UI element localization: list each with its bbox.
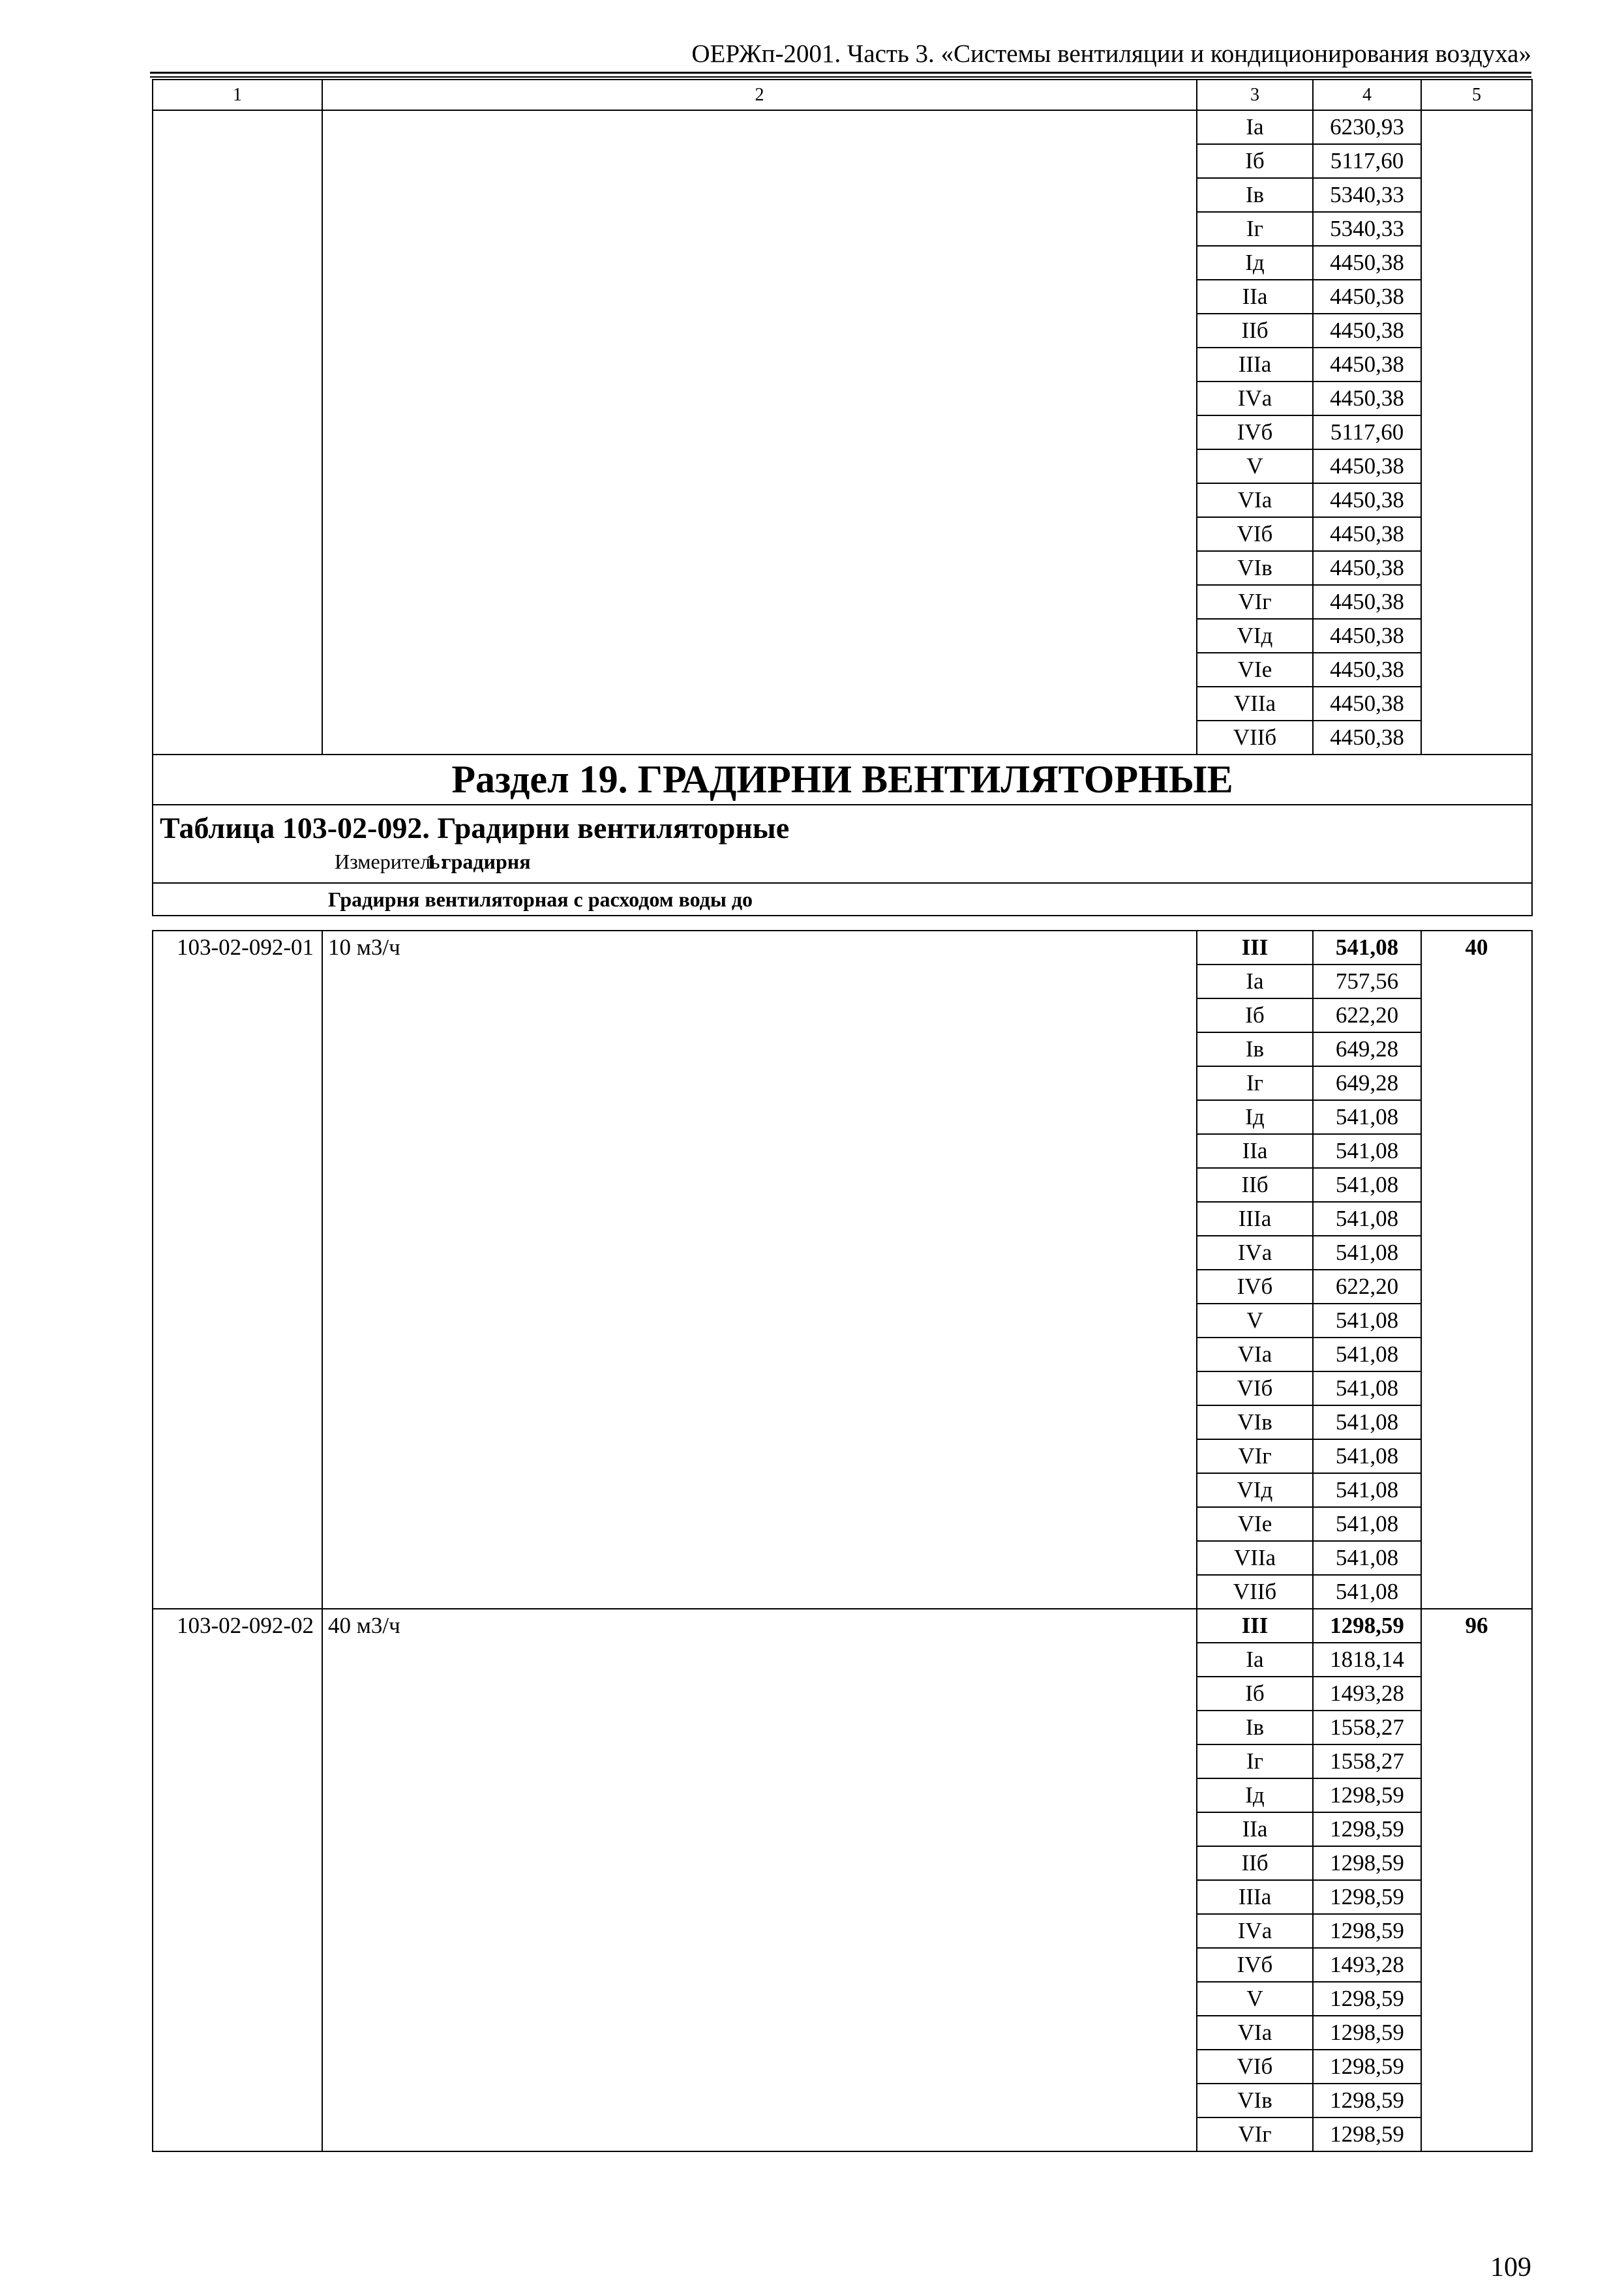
class-cell: IIIа <box>1197 348 1313 382</box>
class-cell: Iг <box>1197 212 1313 246</box>
price-cell: 1298,59 <box>1313 1846 1421 1880</box>
class-cell: VIв <box>1197 551 1313 585</box>
price-table-top <box>152 79 1533 916</box>
column-number: 5 <box>1421 80 1532 110</box>
class-cell: IVа <box>1197 382 1313 415</box>
price-cell: 622,20 <box>1313 998 1421 1032</box>
column-number-row <box>153 80 1532 110</box>
price-cell: 1298,59 <box>1313 1880 1421 1914</box>
class-cell: Iд <box>1197 246 1313 280</box>
class-cell: Iа <box>1197 110 1313 144</box>
group-header: Градирня вентиляторная с расходом воды до <box>153 883 1532 916</box>
price-cell: 4450,38 <box>1313 619 1421 653</box>
price-cell: 1298,59 <box>1313 2084 1421 2117</box>
class-cell: IIб <box>1197 314 1313 348</box>
price-cell: 541,08 <box>1313 1202 1421 1236</box>
price-cell: 757,56 <box>1313 965 1421 998</box>
entry-norm: 96 <box>1421 1609 1532 2151</box>
page-number: 109 <box>1490 2252 1531 2282</box>
price-cell: 4450,38 <box>1313 687 1421 721</box>
price-cell: 4450,38 <box>1313 382 1421 415</box>
price-cell: 1298,59 <box>1313 1982 1421 2016</box>
class-cell: Iд <box>1197 1100 1313 1134</box>
entry-description: 10 м3/ч <box>322 931 1197 1609</box>
entry-description: 40 м3/ч <box>322 1609 1197 2151</box>
price-cell: 6230,93 <box>1313 110 1421 144</box>
price-cell: 541,08 <box>1313 1507 1421 1541</box>
class-cell: VIб <box>1197 517 1313 551</box>
price-cell: 541,08 <box>1313 1168 1421 1202</box>
price-cell: 541,08 <box>1313 1134 1421 1168</box>
price-cell: 4450,38 <box>1313 585 1421 619</box>
class-cell: III <box>1197 931 1313 965</box>
entry-code: 103-02-092-01 <box>153 931 322 1609</box>
class-cell: Iг <box>1197 1744 1313 1778</box>
class-cell: VIIа <box>1197 687 1313 721</box>
price-cell: 1493,28 <box>1313 1948 1421 1982</box>
header-rule <box>150 72 1531 74</box>
table-row <box>153 1609 1532 1643</box>
class-cell: VIа <box>1197 1338 1313 1371</box>
class-cell: VIIа <box>1197 1541 1313 1575</box>
class-cell: IIIа <box>1197 1880 1313 1914</box>
class-cell: VIд <box>1197 1473 1313 1507</box>
class-cell: III <box>1197 1609 1313 1643</box>
price-cell: 5340,33 <box>1313 212 1421 246</box>
measure-value: 1 градирня <box>426 850 531 873</box>
class-cell: IVа <box>1197 1236 1313 1270</box>
class-cell: VIв <box>1197 2084 1313 2117</box>
price-cell: 541,08 <box>1313 1405 1421 1439</box>
header-rule-thin <box>150 76 1531 78</box>
class-cell: VIг <box>1197 2117 1313 2151</box>
entry-code: 103-02-092-02 <box>153 1609 322 2151</box>
class-cell: V <box>1197 449 1313 483</box>
class-cell: IIб <box>1197 1846 1313 1880</box>
price-cell: 4450,38 <box>1313 314 1421 348</box>
price-cell: 1298,59 <box>1313 1812 1421 1846</box>
price-cell: 1558,27 <box>1313 1744 1421 1778</box>
class-cell: Iв <box>1197 178 1313 212</box>
price-cell: 1298,59 <box>1313 2016 1421 2050</box>
class-cell: IIа <box>1197 1812 1313 1846</box>
price-table-entries <box>152 930 1533 2152</box>
section-title: Раздел 19. ГРАДИРНИ ВЕНТИЛЯТОРНЫЕ <box>153 755 1532 805</box>
class-cell: Iб <box>1197 1677 1313 1711</box>
class-cell: VIд <box>1197 619 1313 653</box>
class-cell: Iд <box>1197 1778 1313 1812</box>
table-row <box>153 110 1532 144</box>
price-cell: 5117,60 <box>1313 144 1421 178</box>
price-cell: 4450,38 <box>1313 246 1421 280</box>
column-number: 4 <box>1313 80 1421 110</box>
price-cell: 4450,38 <box>1313 449 1421 483</box>
class-cell: VIе <box>1197 653 1313 687</box>
price-cell: 541,08 <box>1313 1100 1421 1134</box>
price-cell: 5117,60 <box>1313 415 1421 449</box>
price-cell: 4450,38 <box>1313 517 1421 551</box>
class-cell: VIг <box>1197 1439 1313 1473</box>
price-cell: 649,28 <box>1313 1066 1421 1100</box>
price-cell: 541,08 <box>1313 1575 1421 1609</box>
price-cell: 622,20 <box>1313 1270 1421 1304</box>
price-cell: 4450,38 <box>1313 280 1421 314</box>
class-cell: IIа <box>1197 1134 1313 1168</box>
price-cell: 1298,59 <box>1313 1914 1421 1948</box>
price-cell: 1298,59 <box>1313 2117 1421 2151</box>
class-cell: V <box>1197 1304 1313 1338</box>
price-cell: 541,08 <box>1313 1338 1421 1371</box>
price-cell: 5340,33 <box>1313 178 1421 212</box>
price-cell: 541,08 <box>1313 1473 1421 1507</box>
class-cell: IVб <box>1197 1948 1313 1982</box>
group-header-row <box>153 883 1532 916</box>
class-cell: VIв <box>1197 1405 1313 1439</box>
column-number: 2 <box>322 80 1197 110</box>
price-cell: 1818,14 <box>1313 1643 1421 1677</box>
class-cell: Iа <box>1197 965 1313 998</box>
column-number: 1 <box>153 80 322 110</box>
price-cell: 1298,59 <box>1313 1609 1421 1643</box>
running-title: ОЕРЖп-2001. Часть 3. «Системы вентиляции и кондиционирования воздуха» <box>691 40 1531 68</box>
class-cell: Iг <box>1197 1066 1313 1100</box>
price-cell: 541,08 <box>1313 931 1421 965</box>
price-cell: 541,08 <box>1313 1371 1421 1405</box>
class-cell: Iв <box>1197 1032 1313 1066</box>
price-cell: 4450,38 <box>1313 653 1421 687</box>
class-cell: IVб <box>1197 1270 1313 1304</box>
price-cell: 4450,38 <box>1313 721 1421 755</box>
price-cell: 1558,27 <box>1313 1711 1421 1744</box>
table-row <box>153 931 1532 965</box>
price-cell: 541,08 <box>1313 1541 1421 1575</box>
class-cell: IIб <box>1197 1168 1313 1202</box>
description-cell <box>322 110 1197 755</box>
price-cell: 4450,38 <box>1313 483 1421 517</box>
table-title-cell <box>153 805 1532 883</box>
price-cell: 541,08 <box>1313 1439 1421 1473</box>
price-cell: 4450,38 <box>1313 348 1421 382</box>
column-number: 3 <box>1197 80 1313 110</box>
class-cell: IVа <box>1197 1914 1313 1948</box>
class-cell: Iб <box>1197 998 1313 1032</box>
measure-label: Измеритель: <box>335 850 446 873</box>
price-cell: 1493,28 <box>1313 1677 1421 1711</box>
class-cell: VIб <box>1197 1371 1313 1405</box>
class-cell: VIIб <box>1197 1575 1313 1609</box>
class-cell: Iв <box>1197 1711 1313 1744</box>
class-cell: VIа <box>1197 2016 1313 2050</box>
price-cell: 649,28 <box>1313 1032 1421 1066</box>
class-cell: VIг <box>1197 585 1313 619</box>
price-cell: 541,08 <box>1313 1236 1421 1270</box>
class-cell: IIIа <box>1197 1202 1313 1236</box>
class-cell: VIб <box>1197 2050 1313 2084</box>
class-cell: VIIб <box>1197 721 1313 755</box>
section-row <box>153 755 1532 805</box>
price-cell: 541,08 <box>1313 1304 1421 1338</box>
class-cell: VIе <box>1197 1507 1313 1541</box>
class-cell: IVб <box>1197 415 1313 449</box>
class-cell: Iа <box>1197 1643 1313 1677</box>
class-cell: V <box>1197 1982 1313 2016</box>
norm-cell <box>1421 110 1532 755</box>
price-cell: 1298,59 <box>1313 1778 1421 1812</box>
price-cell: 4450,38 <box>1313 551 1421 585</box>
class-cell: VIа <box>1197 483 1313 517</box>
price-cell: 1298,59 <box>1313 2050 1421 2084</box>
table-title-row <box>153 805 1532 883</box>
class-cell: IIа <box>1197 280 1313 314</box>
table-title: Таблица 103-02-092. Градирни вентиляторные <box>160 811 790 845</box>
measure-line <box>160 850 1531 874</box>
entry-norm: 40 <box>1421 931 1532 1609</box>
code-cell <box>153 110 322 755</box>
class-cell: Iб <box>1197 144 1313 178</box>
